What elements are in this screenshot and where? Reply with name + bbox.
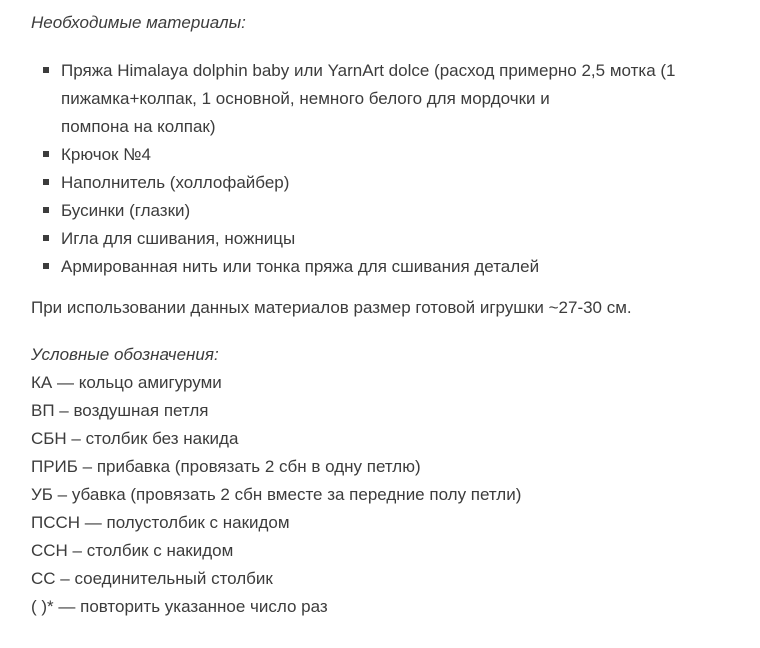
size-note: При использовании данных материалов размер готовой игрушки ~27-30 см. — [31, 298, 632, 317]
legend-entry: УБ – убавка (провязать 2 сбн вместе за передние полу петли) — [31, 485, 522, 504]
legend-entry: СБН – столбик без накида — [31, 429, 239, 448]
legend-entry: ВП – воздушная петля — [31, 401, 209, 420]
bullet-marker — [43, 151, 49, 157]
list-item-line: пижамка+колпак, 1 основной, немного белого для мордочки и — [61, 89, 550, 108]
bullet-marker — [43, 67, 49, 73]
bullet-marker — [43, 235, 49, 241]
legend-entry: ( )* — повторить указанное число раз — [31, 597, 328, 616]
list-item-line: Пряжа Himalaya dolphin baby или YarnArt dolce (расход примерно 2,5 мотка (1 — [61, 61, 676, 80]
bullet-marker — [43, 263, 49, 269]
legend-entry: КА — кольцо амигуруми — [31, 373, 222, 392]
legend-entry: ССН – столбик с накидом — [31, 541, 234, 560]
list-item: Крючок №4 — [61, 145, 151, 164]
list-item-line: помпона на колпак) — [61, 117, 216, 136]
materials-heading: Необходимые материалы: — [31, 13, 246, 32]
bullet-marker — [43, 179, 49, 185]
bullet-marker — [43, 207, 49, 213]
list-item: Игла для сшивания, ножницы — [61, 229, 296, 248]
list-item: Армированная нить или тонка пряжа для сшивания деталей — [61, 257, 540, 276]
legend-entry: ПРИБ – прибавка (провязать 2 сбн в одну петлю) — [31, 457, 421, 476]
list-item: Бусинки (глазки) — [61, 201, 191, 220]
list-item: Наполнитель (холлофайбер) — [61, 173, 290, 192]
legend-entry: СС – соединительный столбик — [31, 569, 273, 588]
legend-entry: ПССН — полустолбик с накидом — [31, 513, 290, 532]
legend-heading: Условные обозначения: — [31, 345, 219, 364]
